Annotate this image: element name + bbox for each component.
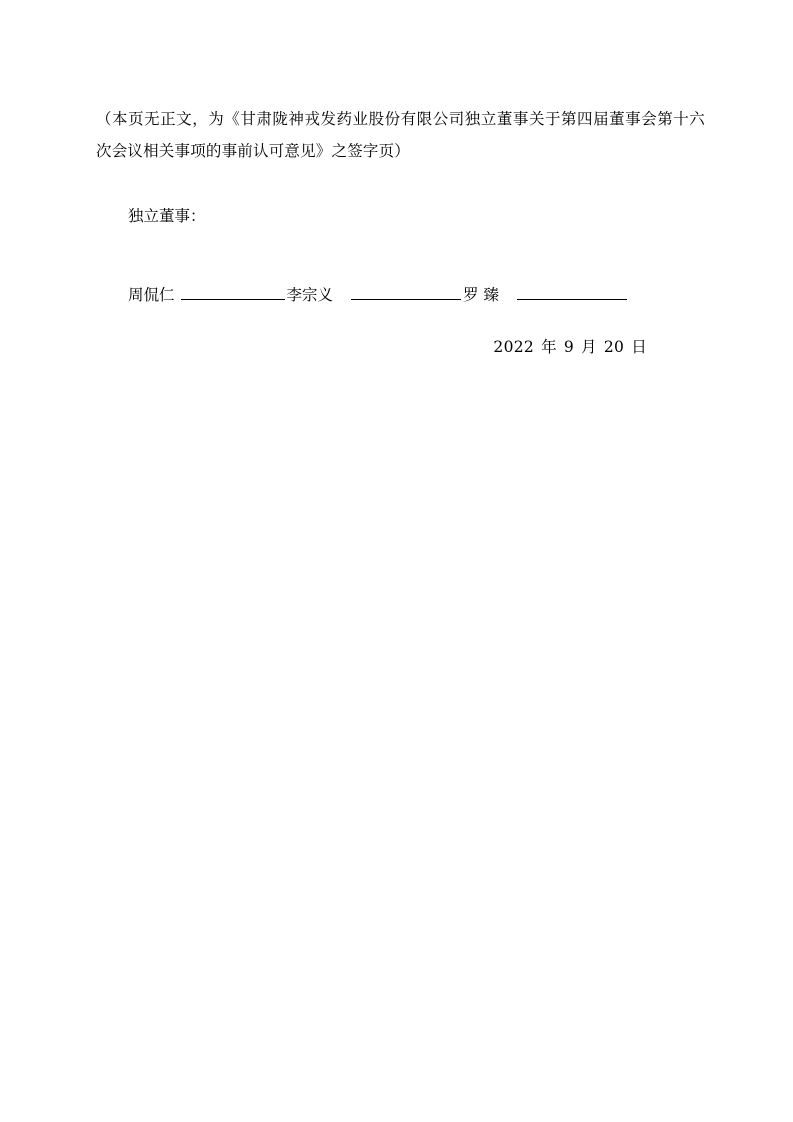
date-month-unit: 月 — [581, 337, 597, 356]
page-content — [96, 104, 705, 357]
date-year-unit: 年 — [541, 337, 557, 356]
signature-line-1[interactable] — [181, 284, 285, 300]
signer-name-1: 周侃仁 — [128, 285, 175, 304]
date-month: 9 — [563, 337, 575, 356]
signer-name-3: 罗 臻 — [463, 285, 499, 304]
date-year: 2022 — [493, 337, 535, 356]
independent-directors-label: 独立董事： — [128, 206, 206, 225]
signature-line-2[interactable] — [351, 284, 461, 300]
signature-date — [96, 335, 705, 357]
date-day-unit: 日 — [631, 337, 647, 356]
date-day: 20 — [603, 337, 625, 356]
signature-row — [96, 283, 705, 305]
intro-paragraph: （本页无正文，为《甘肃陇神戎发药业股份有限公司独立董事关于第四届董事会第十六次会议相关事项的事前认可意见》之签字页） — [96, 110, 705, 160]
signature-line-3[interactable] — [517, 284, 627, 300]
signer-name-2: 李宗义 — [286, 285, 334, 304]
